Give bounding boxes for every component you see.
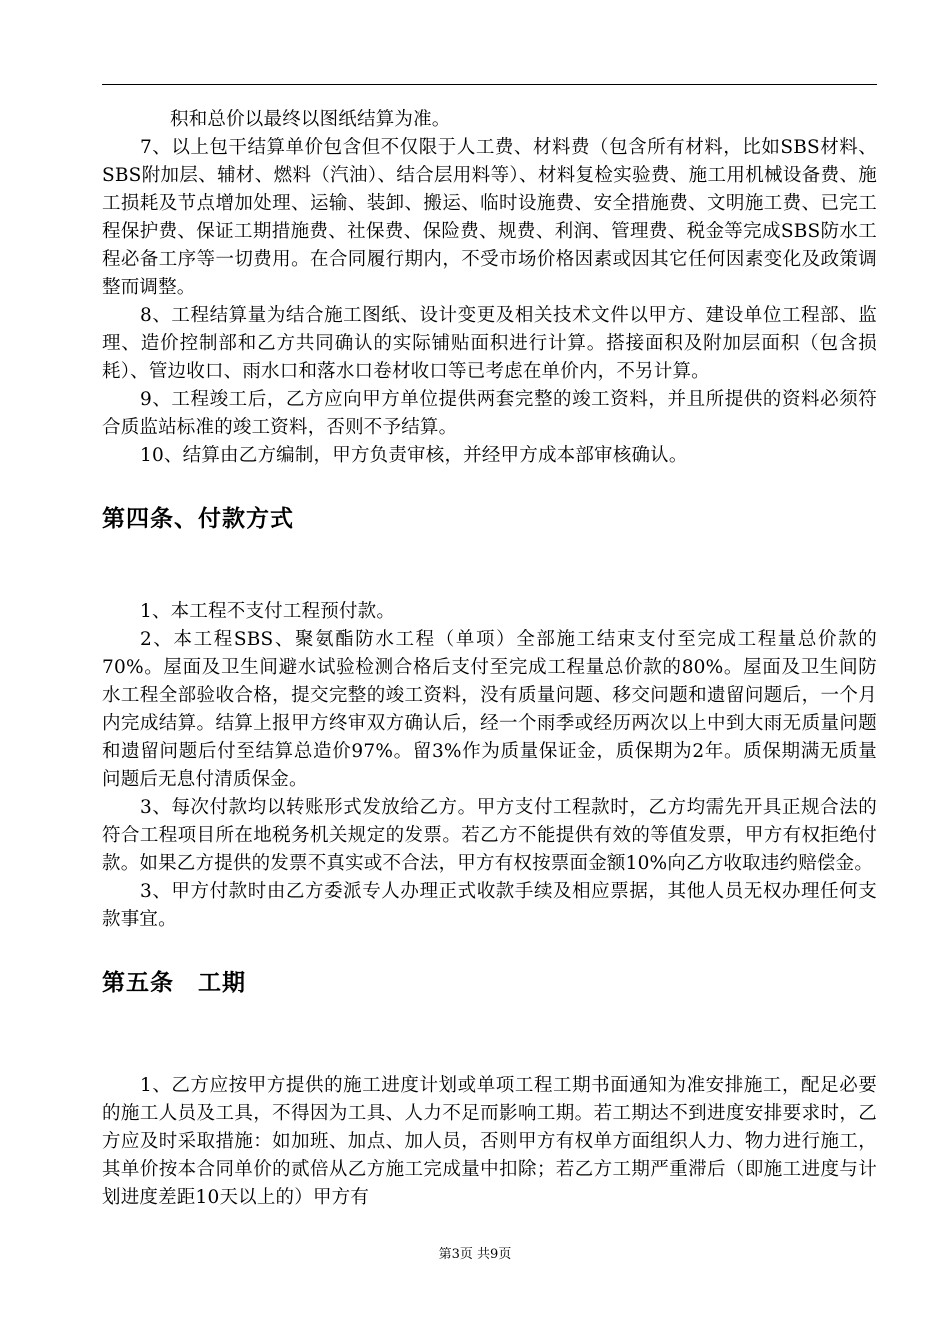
header-rule	[102, 84, 877, 85]
section-4-item-3: 3、每次付款均以转账形式发放给乙方。甲方支付工程款时，乙方均需先开具正规合法的符合工程项目所在地税务机关规定的发票。若乙方不能提供有效的等值发票，甲方有权拒绝付款。如果乙方提供的发票不真实或不合法，甲方有权按票面金额10%向乙方收取违约赔偿金。	[102, 797, 877, 874]
page-number: 第3页 共9页	[438, 1247, 512, 1262]
section-4-item-3b: 3、甲方付款时由乙方委派专人办理正式收款手续及相应票据，其他人员无权办理任何支款事宜。	[102, 881, 877, 930]
section-4-item-2: 2、本工程SBS、聚氨酯防水工程（单项）全部施工结束支付至完成工程量总价款的70%。屋面及卫生间避水试验检测合格后支付至完成工程量总价款的80%。屋面及卫生间防水工程全部验收合格，提交完整的竣工资料，没有质量问题、移交问题和遗留问题后，一个月内完成结算。结算上报甲方终审双方确认后，经一个雨季或经历两次以上中到大雨无质量问题和遗留问题后付至结算总造价97%。留3%作为质量保证金，质保期为2年。质保期满无质量问题后无息付清质保金。	[102, 629, 877, 790]
section-5-item-1: 1、乙方应按甲方提供的施工进度计划或单项工程工期书面通知为准安排施工，配足必要的施工人员及工具，不得因为工具、人力不足而影响工期。若工期达不到进度安排要求时，乙方应及时采取措施：如加班、加点、加人员，否则甲方有权单方面组织人力、物力进行施工，其单价按本合同单价的贰倍从乙方施工完成量中扣除；若乙方工期严重滞后（即施工进度与计划进度差距10天以上的）甲方有	[102, 1075, 877, 1208]
clause-7: 7、以上包干结算单价包含但不仅限于人工费、材料费（包含所有材料，比如SBS材料、SBS附加层、辅材、燃料（汽油）、结合层用料等）、材料复检实验费、施工用机械设备费、施工损耗及节点增加处理、运输、装卸、搬运、临时设施费、安全措施费、文明施工费、已完工程保护费、保证工期措施费、社保费、保险费、规费、利润、管理费、税金等完成SBS防水工程必备工序等一切费用。在合同履行期内，不受市场价格因素或因其它任何因素变化及政策调整而调整。	[102, 137, 877, 298]
section-4-item-1: 1、本工程不支付工程预付款。	[140, 601, 396, 622]
paragraph-continuation: 积和总价以最终以图纸结算为准。	[170, 109, 451, 130]
section-5-heading: 第五条 工期	[102, 970, 246, 996]
clause-10: 10、结算由乙方编制，甲方负责审核，并经甲方成本部审核确认。	[140, 445, 688, 466]
clause-9: 9、工程竣工后，乙方应向甲方单位提供两套完整的竣工资料，并且所提供的资料必须符合质监站标准的竣工资料，否则不予结算。	[102, 389, 877, 438]
section-4-heading: 第四条、付款方式	[102, 506, 294, 532]
document-body	[102, 106, 877, 1212]
clause-8: 8、工程结算量为结合施工图纸、设计变更及相关技术文件以甲方、建设单位工程部、监理、造价控制部和乙方共同确认的实际铺贴面积进行计算。搭接面积及附加层面积（包含损耗）、管边收口、雨水口和落水口卷材收口等已考虑在单价内，不另计算。	[102, 305, 877, 382]
